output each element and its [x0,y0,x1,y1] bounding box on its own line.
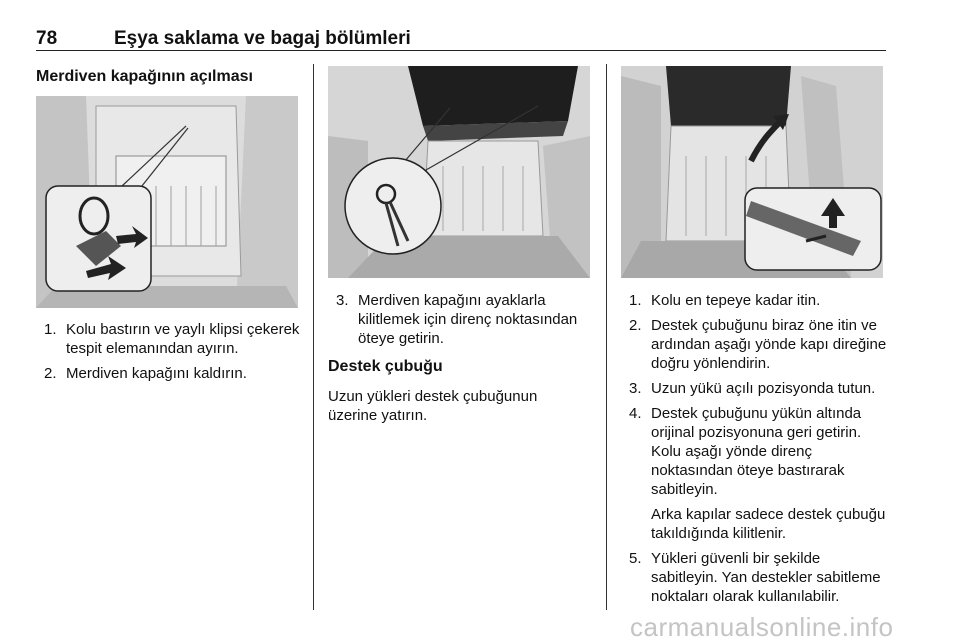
steps-list-col3 [629,291,891,612]
watermark: carmanualsonline.info [630,612,894,642]
steps-list-col1 [44,320,304,389]
illustration-ladder-cover-lock [328,66,590,278]
list-item: 3. Uzun yükü açılı pozisyonda tutun. [629,380,876,397]
section-heading-ladder-cover: Merdiven kapağının açılması [36,68,253,85]
list-item-note: Arka kapılar sadece destek çubuğu takıldığında kilitlenir. [651,506,886,542]
list-item: 4. Destek çubuğunu yükün altında orijinal pozisyonuna geri getirin. Kolu aşağı yönde direnç noktasından öteye bastırarak sabitleyin. [629,405,862,498]
column-divider-1 [313,64,314,610]
list-item: 1. Kolu en tepeye kadar itin. [629,292,821,309]
list-item: 2. Merdiven kapağını kaldırın. [44,365,247,382]
page-number: 78 [36,28,58,49]
list-item: 2. Destek çubuğunu biraz öne itin ve ardından aşağı yönde kapı direğine doğru yönlendirin. [629,317,887,372]
illustration-ladder-cover-release [36,96,298,308]
column-divider-2 [606,64,607,610]
section-heading-support-bar: Destek çubuğu [328,358,443,375]
support-bar-paragraph: Uzun yükleri destek çubuğunun üzerine yatırın. [328,388,538,424]
illustration-support-bar [621,66,883,278]
list-item: 1. Kolu bastırın ve yaylı klipsi çekerek tespit elemanından ayırın. [44,321,300,357]
list-item: 5. Yükleri güvenli bir şekilde sabitleyin. Yan destekler sabitleme noktaları olarak kullanılabilir. [629,550,881,605]
page-header [36,24,886,51]
page-title: Eşya saklama ve bagaj bölümleri [114,28,411,49]
list-item: 3. Merdiven kapağını ayaklarla kilitlemek için direnç noktasından öteye getirin. [336,292,578,347]
steps-list-col2 [336,291,596,354]
